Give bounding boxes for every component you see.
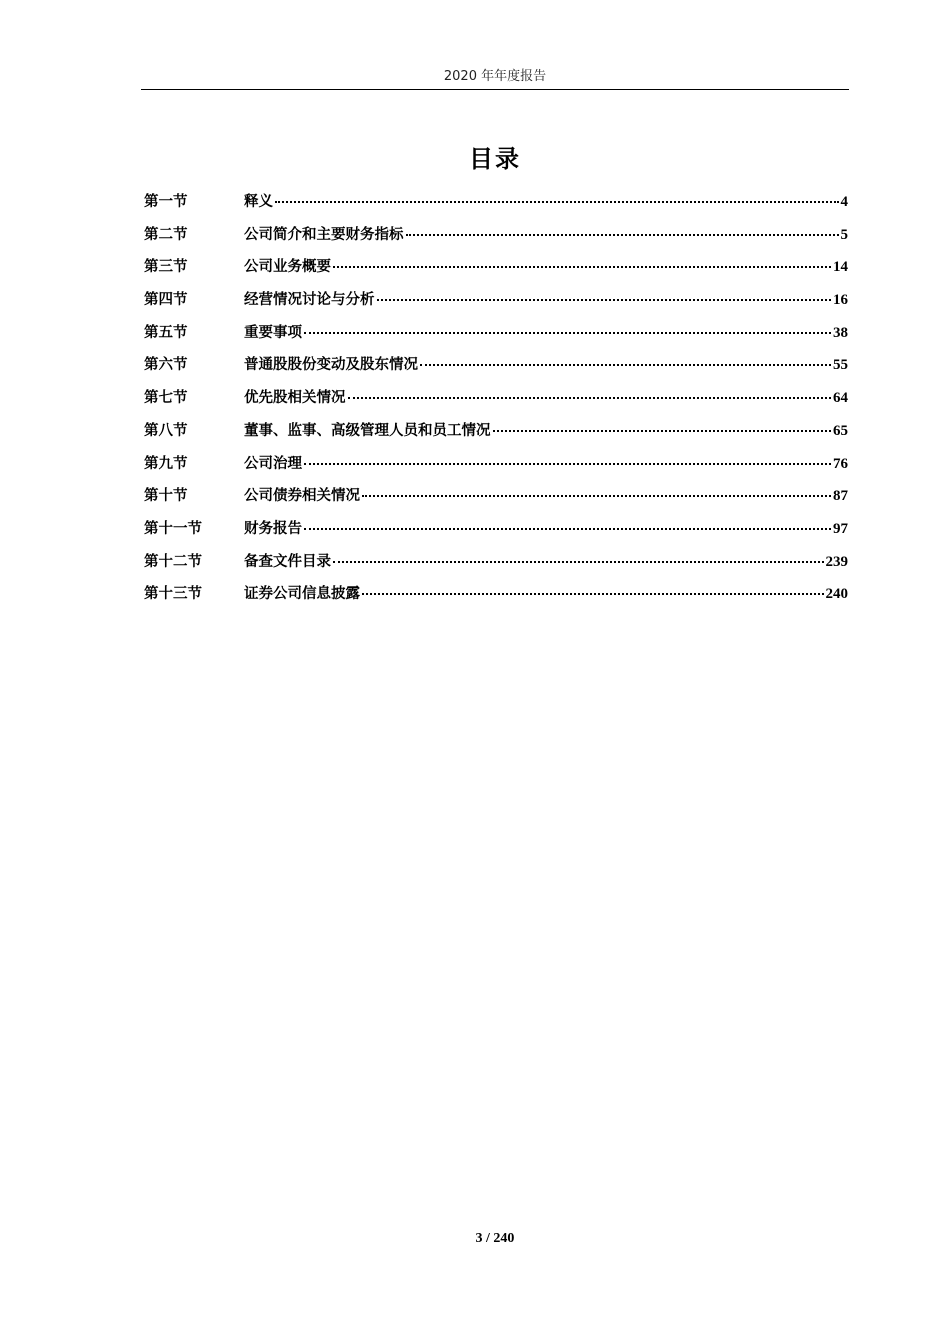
toc-page-number[interactable]: 55 xyxy=(833,357,848,374)
toc-section-label: 第十一节 xyxy=(144,520,202,537)
page-header: 2020 年年度报告 xyxy=(443,69,547,84)
toc-page-number[interactable]: 4 xyxy=(840,194,848,210)
toc-page-number[interactable]: 14 xyxy=(833,259,848,276)
toc-entry-11[interactable] xyxy=(144,517,848,550)
toc-page-number[interactable]: 76 xyxy=(833,455,848,472)
toc-entry-5[interactable] xyxy=(144,321,848,354)
toc-entry-6[interactable] xyxy=(144,353,848,386)
toc-entry-name[interactable]: 释义 xyxy=(244,194,273,210)
toc-section-label: 第六节 xyxy=(144,357,188,374)
toc-title: 目录 xyxy=(469,145,521,173)
toc-entry-name[interactable]: 证券公司信息披露 xyxy=(244,586,360,603)
toc-section-label: 第七节 xyxy=(144,390,188,407)
toc-page-number[interactable]: 38 xyxy=(833,324,848,341)
dot-leader xyxy=(304,463,831,465)
toc-entry-12[interactable] xyxy=(144,550,848,583)
toc-page-number[interactable]: 65 xyxy=(833,422,848,439)
header-divider xyxy=(141,89,849,90)
dot-leader xyxy=(304,332,831,334)
toc-section-label: 第十节 xyxy=(144,488,188,505)
toc-entry-name[interactable]: 公司治理 xyxy=(244,455,302,472)
dot-leader xyxy=(275,201,839,203)
toc-page-number[interactable]: 239 xyxy=(825,553,848,570)
toc-page-number[interactable]: 240 xyxy=(825,586,848,603)
toc-entry-name[interactable]: 公司简介和主要财务指标 xyxy=(244,226,404,243)
toc-entry-3[interactable] xyxy=(144,255,848,288)
table-of-contents xyxy=(144,190,848,615)
dot-leader xyxy=(348,397,832,399)
toc-entry-name[interactable]: 备查文件目录 xyxy=(244,553,331,570)
dot-leader xyxy=(333,561,824,563)
toc-entry-name[interactable]: 公司业务概要 xyxy=(244,259,331,276)
toc-entry-name[interactable]: 重要事项 xyxy=(244,324,302,341)
toc-entry-13[interactable] xyxy=(144,582,848,615)
toc-entry-1[interactable] xyxy=(144,190,848,223)
toc-entry-name[interactable]: 经营情况讨论与分析 xyxy=(244,292,375,309)
toc-entry-name[interactable]: 董事、监事、高级管理人员和员工情况 xyxy=(244,422,491,439)
dot-leader xyxy=(362,593,824,595)
toc-entry-10[interactable] xyxy=(144,484,848,517)
toc-entry-7[interactable] xyxy=(144,386,848,419)
dot-leader xyxy=(420,364,831,366)
dot-leader xyxy=(406,234,839,236)
toc-page-number[interactable]: 5 xyxy=(840,226,848,243)
dot-leader xyxy=(304,528,831,530)
toc-entry-8[interactable] xyxy=(144,419,848,452)
toc-section-label: 第十三节 xyxy=(144,586,202,603)
dot-leader xyxy=(377,299,832,301)
toc-section-label: 第四节 xyxy=(144,292,188,309)
toc-page-number[interactable]: 16 xyxy=(833,292,848,309)
toc-section-label: 第二节 xyxy=(144,226,188,243)
toc-entry-9[interactable] xyxy=(144,452,848,485)
toc-page-number[interactable]: 64 xyxy=(833,390,848,407)
toc-entry-name[interactable]: 普通股股份变动及股东情况 xyxy=(244,357,418,374)
toc-entry-name[interactable]: 公司债券相关情况 xyxy=(244,488,360,505)
toc-section-label: 第九节 xyxy=(144,455,188,472)
dot-leader xyxy=(362,495,831,497)
toc-section-label: 第五节 xyxy=(144,324,188,341)
toc-section-label: 第一节 xyxy=(144,194,188,210)
toc-page-number[interactable]: 97 xyxy=(833,520,848,537)
toc-entry-name[interactable]: 财务报告 xyxy=(244,520,302,537)
toc-section-label: 第三节 xyxy=(144,259,188,276)
dot-leader xyxy=(493,430,832,432)
toc-entry-4[interactable] xyxy=(144,288,848,321)
dot-leader xyxy=(333,266,831,268)
page-number: 3 / 240 xyxy=(475,1231,515,1246)
toc-entry-2[interactable] xyxy=(144,223,848,256)
toc-section-label: 第十二节 xyxy=(144,553,202,570)
toc-page-number[interactable]: 87 xyxy=(833,488,848,505)
toc-entry-name[interactable]: 优先股相关情况 xyxy=(244,390,346,407)
toc-section-label: 第八节 xyxy=(144,422,188,439)
